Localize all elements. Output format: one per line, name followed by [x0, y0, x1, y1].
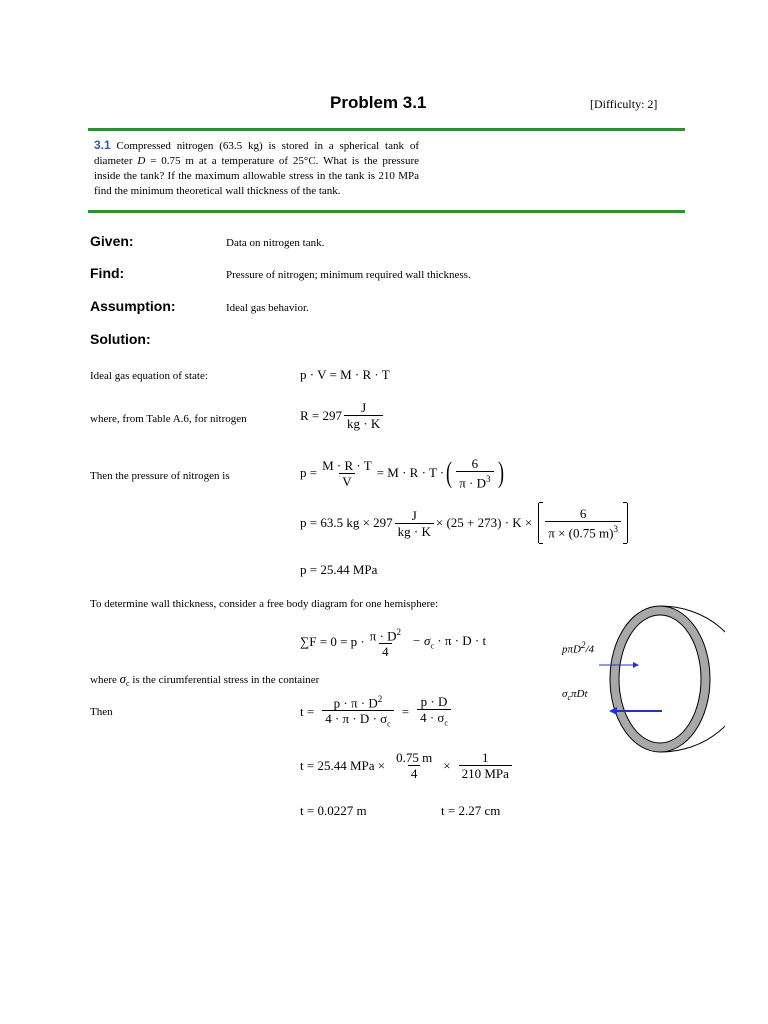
sumF-rhs: − $\sigma_c \cdot \pi \cdot D \cdot t$	[412, 633, 487, 651]
ideal-gas-text: Ideal gas equation of state:	[90, 370, 208, 382]
then-text: Then	[90, 706, 113, 718]
p2-bracket-den: π × (0.75 m)$^3$	[545, 521, 621, 540]
sumF-den: 4	[379, 643, 392, 659]
sumF-lhs: ∑F = 0 = p ·	[300, 634, 365, 650]
p2-unit-den: kg · K	[395, 523, 434, 539]
pressure-equation-2	[300, 503, 628, 543]
stress-force-label: $\sigma_c\pi Dt$	[562, 688, 588, 703]
p1-inner-den: $\pi \cdot D^3$	[456, 471, 493, 490]
difficulty-label: [Difficulty: 2]	[590, 97, 658, 111]
wall-text: To determine wall thickness, consider a free body diagram for one hemisphere:	[90, 598, 439, 610]
sumF-num: $\pi \cdot D^2$	[369, 627, 402, 644]
pressure-equation-1: p = $\frac{M \cdot R \cdot T}{V}$ = M · R · T · ( $\frac{6}{\pi \cdot D^3}$ )	[300, 456, 504, 491]
force-balance-equation	[300, 625, 486, 659]
hemisphere-diagram	[555, 598, 725, 758]
t1-equals: =	[401, 703, 410, 719]
tank-interior	[619, 615, 701, 743]
t2-times: ×	[443, 757, 451, 773]
R-num: J	[361, 400, 367, 415]
problem-text-a: Compressed nitrogen (63.5 kg) is stored in a spherical tank of diameter	[94, 140, 419, 167]
R-den: kg · K	[344, 415, 383, 431]
top-rule	[88, 128, 685, 131]
assumption-text: Ideal gas behavior.	[226, 302, 309, 314]
t2b-fraction	[459, 750, 512, 781]
thickness-result-cm: t = 2.27 cm	[441, 803, 501, 818]
given-text: Data on nitrogen tank.	[226, 237, 325, 249]
find-label: Find:	[90, 265, 125, 281]
t2-fraction	[393, 750, 435, 781]
p2-unit-fraction	[395, 508, 434, 539]
problem-statement	[94, 138, 419, 199]
pressure-force-label: pπD$^2$/4	[562, 640, 595, 656]
stress-arrow-head	[609, 707, 617, 715]
problem-number: 3.1	[94, 138, 111, 152]
thickness-equation-1	[300, 692, 453, 732]
t1b-den: $4 \cdot \sigma_c$	[417, 709, 451, 731]
t1-fraction	[322, 692, 394, 732]
t1-den: $4 \cdot \pi \cdot D \cdot \sigma_c$	[322, 710, 394, 732]
p1-inner-num: 6	[471, 456, 479, 471]
t2-lhs: t = 25.44 MPa ×	[300, 757, 386, 773]
p2-unit-num: J	[411, 507, 417, 523]
p1-num: M · R · T	[322, 457, 372, 473]
ideal-gas-equation: p · V = M · R · T	[300, 367, 390, 382]
t1-num: $p \cdot \pi \cdot D^2$	[333, 694, 383, 711]
p1-mid: = M · R · T ·	[376, 465, 445, 481]
pressure-result: p = 25.44 MPa	[300, 562, 378, 577]
t1b-fraction	[417, 694, 451, 731]
table-text: where, from Table A.6, for nitrogen	[90, 413, 247, 425]
R-lhs: R = 297	[300, 407, 343, 423]
t2-den: 4	[408, 765, 421, 781]
p1-lhs: p =	[300, 465, 318, 481]
problem-text-d: D	[137, 155, 146, 167]
pressure-text: Then the pressure of nitrogen is	[90, 470, 230, 482]
t1-lhs: t =	[300, 703, 315, 719]
assumption-label: Assumption:	[90, 298, 176, 314]
p2-lhs: p = 63.5 kg × 297	[300, 515, 393, 530]
page-title: Problem 3.1	[330, 93, 427, 112]
p2-bracket-num: 6	[579, 505, 587, 521]
p1-den: V	[339, 473, 354, 489]
R-equation	[300, 400, 385, 431]
t2b-den: 210 MPa	[459, 765, 512, 781]
R-fraction	[344, 400, 383, 431]
where-text: where $\sigma_c$ is the cirumferential stress in the container	[90, 671, 320, 689]
t1b-num: p · D	[420, 693, 448, 709]
thickness-result-m: t = 0.0227 m	[300, 803, 367, 818]
t2b-num: 1	[481, 750, 489, 765]
p2-mid: × (25 + 273) · K ×	[435, 515, 533, 530]
bottom-rule	[88, 210, 685, 213]
given-label: Given:	[90, 233, 134, 249]
find-text: Pressure of nitrogen; minimum required wall thickness.	[226, 269, 471, 281]
solution-label: Solution:	[90, 331, 151, 347]
t2-num: 0.75 m	[396, 750, 433, 765]
p1-fraction	[319, 458, 375, 489]
p1-inner-fraction	[456, 456, 493, 490]
p2-bracket	[538, 503, 628, 543]
thickness-equation-2	[300, 750, 514, 781]
sumF-fraction	[367, 625, 404, 659]
problem-text-b: = 0.75 m at a temperature of 25°C. What is the pressure inside the tank? If the maximum allowable stress in the tank is 210 MPa find the minimum theoretical wall thickness of the tank.	[94, 155, 419, 197]
